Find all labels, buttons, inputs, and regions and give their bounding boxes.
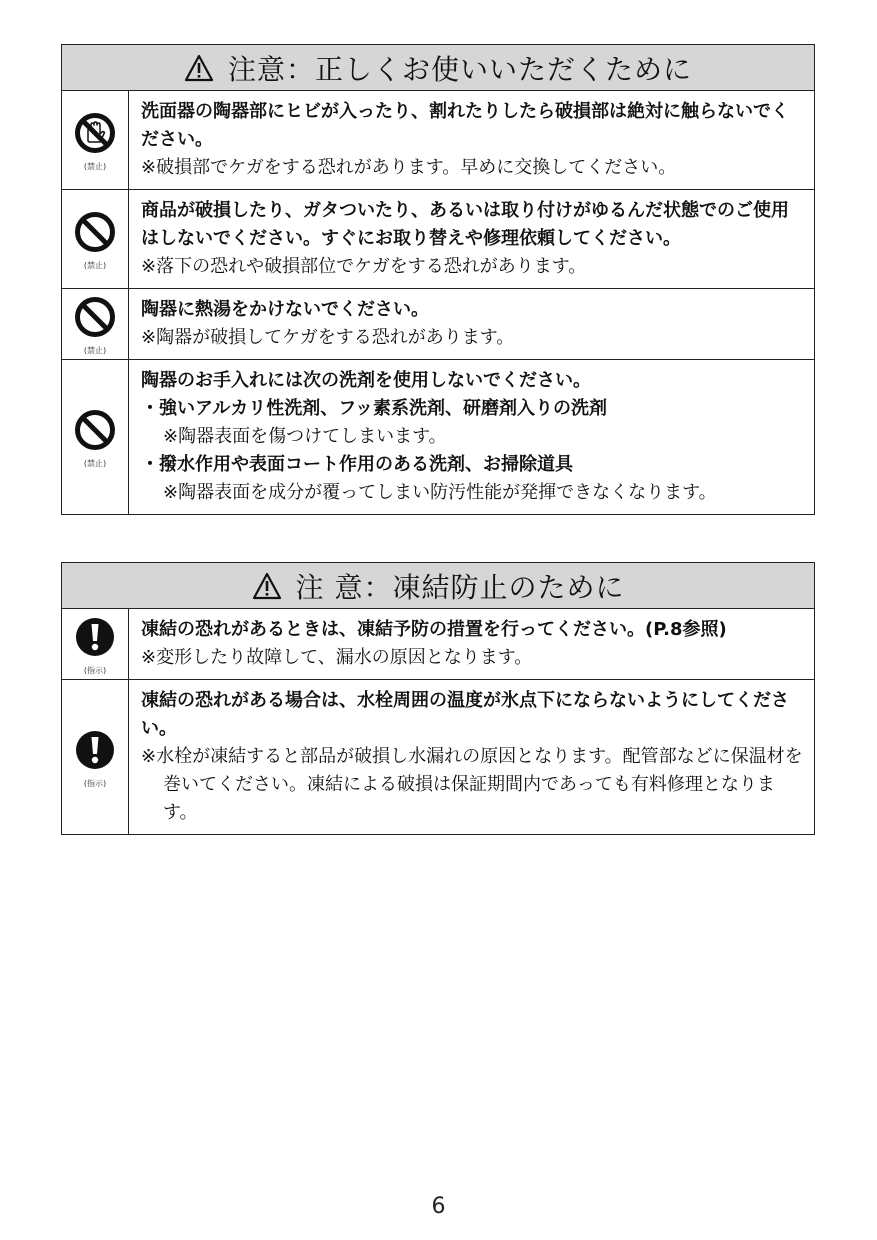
note-line: ※落下の恐れや破損部位でケガをする恐れがあります。 bbox=[141, 256, 587, 277]
note-line: ※破損部でケガをする恐れがあります。早めに交換してください。 bbox=[141, 157, 677, 178]
mandatory-icon bbox=[74, 729, 116, 775]
icon-cell bbox=[62, 289, 129, 359]
instruction-line: 陶器に熱湯をかけないでください。 bbox=[141, 299, 429, 320]
icon-cell bbox=[62, 680, 129, 834]
icon-caption: (禁止) bbox=[83, 261, 107, 270]
icon-caption: (禁止) bbox=[83, 459, 107, 468]
prohibition-icon bbox=[74, 296, 116, 342]
caution-row bbox=[62, 359, 814, 514]
instruction-line: 洗面器の陶器部にヒビが入ったり、割れたりしたら破損部は絶対に触らないでください。 bbox=[141, 101, 789, 150]
instruction-line: ・強いアルカリ性洗剤、フッ素系洗剤、研磨剤入りの洗剤 bbox=[141, 398, 608, 419]
note-line: ※変形したり故障して、漏水の原因となります。 bbox=[141, 647, 533, 668]
icon-cell bbox=[62, 609, 129, 679]
note-line: ※陶器表面を傷つけてしまいます。 bbox=[163, 426, 447, 447]
note-line: ※陶器表面を成分が覆ってしまい防汚性能が発揮できなくなります。 bbox=[163, 482, 717, 503]
icon-cell bbox=[62, 190, 129, 288]
caution-header bbox=[62, 45, 814, 91]
instruction-line: ・撥水作用や表面コート作用のある洗剤、お掃除道具 bbox=[141, 454, 573, 475]
note-line: ※陶器が破損してケガをする恐れがあります。 bbox=[141, 327, 515, 348]
instruction-text bbox=[129, 190, 814, 288]
instruction-line: 凍結の恐れがあるときは、凍結予防の措置を行ってください。(P.8参照) bbox=[141, 619, 727, 640]
prohibition-icon bbox=[74, 409, 116, 455]
mandatory-icon bbox=[74, 616, 116, 662]
caution-row bbox=[62, 609, 814, 679]
caution-title: 注意：正しくお使いいただくために bbox=[227, 52, 692, 86]
icon-cell bbox=[62, 91, 129, 189]
icon-cell bbox=[62, 360, 129, 514]
icon-caption: (禁止) bbox=[83, 346, 107, 355]
caution-row bbox=[62, 679, 814, 834]
instruction-text bbox=[129, 360, 814, 514]
prohibition-icon bbox=[74, 211, 116, 257]
caution-row bbox=[62, 189, 814, 288]
warning-triangle-icon bbox=[184, 54, 214, 82]
instruction-text bbox=[129, 680, 814, 834]
icon-caption: (指示) bbox=[83, 666, 107, 675]
icon-caption: (指示) bbox=[83, 779, 107, 788]
page-number: 6 bbox=[431, 1194, 446, 1219]
caution-box-freeze bbox=[61, 562, 815, 835]
caution-row bbox=[62, 91, 814, 189]
instruction-text bbox=[129, 609, 814, 679]
instruction-line: 商品が破損したり、ガタついたり、あるいは取り付けがゆるんだ状態でのご使用はしないでください。すぐにお取り替えや修理依頼してください。 bbox=[141, 200, 789, 249]
caution-row bbox=[62, 288, 814, 359]
instruction-text bbox=[129, 91, 814, 189]
warning-triangle-icon bbox=[252, 572, 282, 600]
icon-caption: (禁止) bbox=[83, 162, 107, 171]
instruction-line: 凍結の恐れがある場合は、水栓周囲の温度が氷点下にならないようにしてください。 bbox=[141, 690, 789, 739]
caution-header bbox=[62, 563, 814, 609]
caution-title: 注 意：凍結防止のために bbox=[295, 570, 625, 604]
no-touch-icon bbox=[74, 112, 116, 158]
note-line: ※水栓が凍結すると部品が破損し水漏れの原因となります。配管部などに保温材を巻いてください。凍結による破損は保証期間内であっても有料修理となります。 bbox=[141, 746, 803, 823]
instruction-text bbox=[129, 289, 814, 359]
caution-box-usage bbox=[61, 44, 815, 515]
instruction-line: 陶器のお手入れには次の洗剤を使用しないでください。 bbox=[141, 370, 591, 391]
